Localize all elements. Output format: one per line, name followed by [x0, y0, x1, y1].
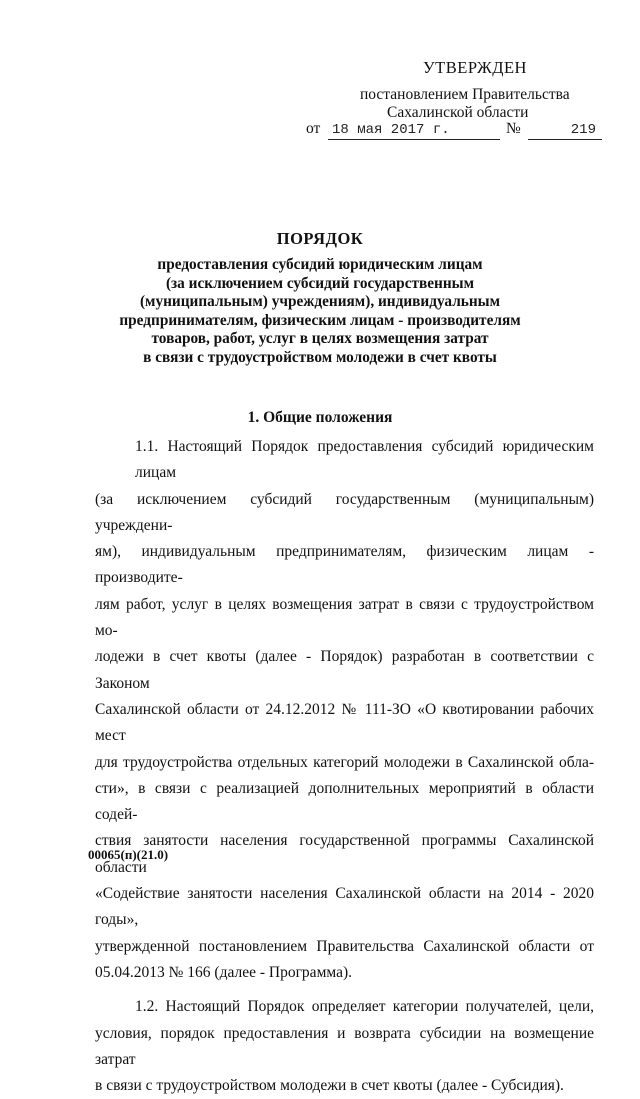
subtitle-line: (за исключением субсидий государственным	[165, 274, 475, 292]
from-label: от	[306, 120, 321, 137]
paragraph-line: для трудоустройства отдельных категорий молодежи в Сахалинской обла-	[95, 753, 594, 771]
approval-date: 18 мая 2017 г.	[328, 122, 500, 140]
subtitle-line: (муниципальным) учреждениям), индивидуальным	[139, 293, 501, 311]
approval-line-2: Сахалинской области	[387, 104, 529, 121]
document-body	[95, 434, 594, 1099]
paragraph-line: сти», в связи с реализацией дополнительных мероприятий в области содей-	[95, 779, 594, 824]
approval-title: УТВЕРЖДЕН	[423, 58, 527, 77]
approval-number: 219	[528, 122, 602, 140]
paragraph-line: Сахалинской области от 24.12.2012 № 111-ЗО «О квотировании рабочих мест	[95, 700, 594, 745]
subtitle-line: предоставления субсидий юридическим лицам	[157, 256, 483, 273]
section-heading: 1. Общие положения	[247, 409, 393, 426]
paragraph-line: 1.2. Настоящий Порядок определяет категории получателей, цели,	[135, 998, 594, 1016]
paragraph-line: 05.04.2013 № 166 (далее - Программа).	[95, 963, 352, 981]
document-subtitle	[0, 256, 640, 368]
paragraph-line: 1.1. Настоящий Порядок предоставления субсидий юридическим лицам	[135, 438, 594, 482]
paragraph-line: «Содействие занятости населения Сахалинской области на 2014 - 2020 годы»,	[95, 885, 594, 929]
paragraph-line: ям), индивидуальным предпринимателям, физическим лицам - производите-	[95, 543, 594, 587]
paragraph-line: в связи с трудоустройством молодежи в счет квоты (далее - Субсидия).	[95, 1077, 564, 1095]
approval-block	[0, 0, 640, 150]
approval-date-number-row	[306, 120, 606, 142]
paragraph-line: лям работ, услуг в целях возмещения затрат в связи с трудоустройством мо-	[95, 595, 594, 640]
paragraph-line: лодежи в счет квоты (далее - Порядок) разработан в соответствии с Законом	[95, 648, 594, 692]
paragraph-line: ствия занятости населения государственной программы Сахалинской области	[95, 832, 594, 876]
subtitle-line: товаров, работ, услуг в целях возмещения затрат	[151, 330, 489, 348]
footer-code: 00065(п)(21.0)	[88, 847, 169, 862]
approval-line-1: постановлением Правительства	[360, 86, 570, 103]
paragraph-line: (за исключением субсидий государственным (муниципальным) учреждени-	[95, 490, 594, 534]
document-title: ПОРЯДОК	[276, 229, 364, 248]
subtitle-line: предпринимателям, физическим лицам - производителям	[119, 311, 521, 329]
paragraph-line: условия, порядок предоставления и возврата субсидии на возмещение затрат	[95, 1024, 594, 1068]
paragraph-line: утвержденной постановлением Правительства Сахалинской области от	[95, 937, 594, 955]
number-label: №	[506, 120, 521, 137]
subtitle-line: в связи с трудоустройством молодежи в счет квоты	[143, 348, 497, 366]
